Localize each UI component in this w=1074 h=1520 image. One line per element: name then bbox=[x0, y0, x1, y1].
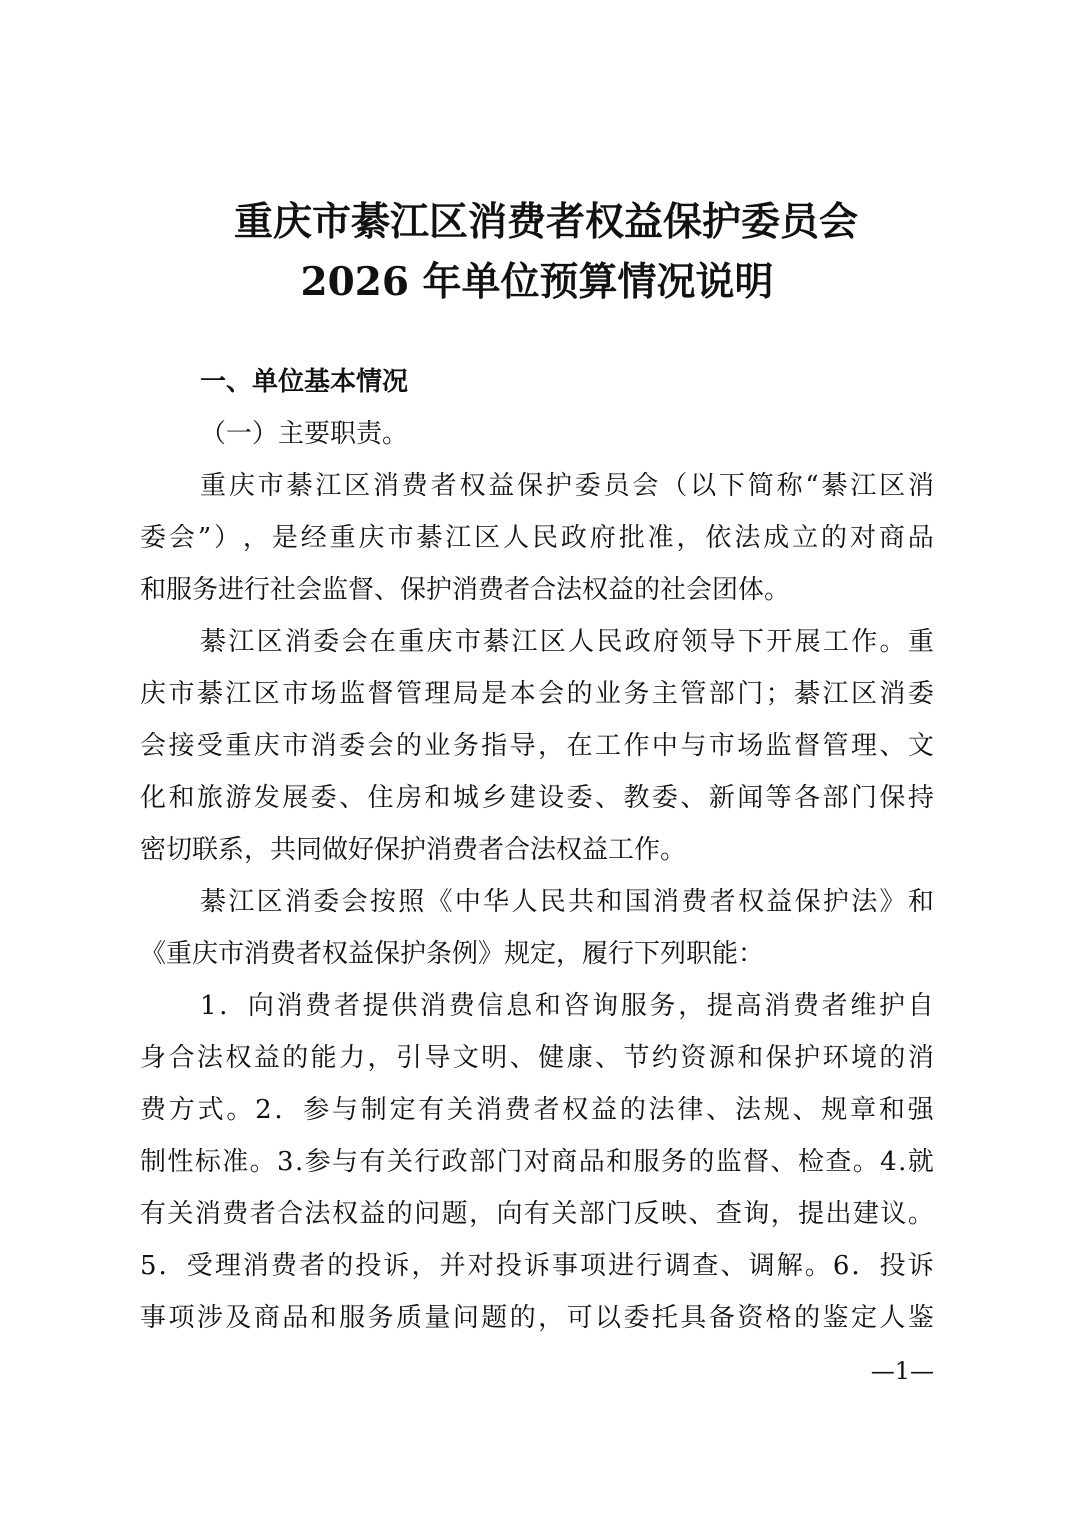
paragraph-line: 庆 市 綦 江 区 市 场 监 督 管 理 局 是 本 会 的 业 务 主 管 部 门 ； 綦 江 区 消 委 bbox=[140, 679, 934, 709]
paragraph-line: 费 方 式 。 2 ． 参 与 制 定 有 关 消 费 者 权 益 的 法 律 、 法 规 、 规 章 和 强 bbox=[140, 1095, 934, 1125]
paragraph-line: 5 ． 受 理 消 费 者 的 投 诉 ， 并 对 投 诉 事 项 进 行 调 查 、 调 解 。 6 ． 投 诉 bbox=[140, 1251, 934, 1281]
title-line-1: 重庆市綦江区消费者权益保护委员会 bbox=[233, 199, 858, 245]
paragraph-line: 綦 江 区 消 委 会 在 重 庆 市 綦 江 区 人 民 政 府 领 导 下 开 展 工 作 。 重 bbox=[200, 627, 934, 657]
section-heading: 一、单位基本情况 bbox=[200, 367, 409, 397]
title-line-2: 2026 年单位预算情况说明 bbox=[300, 259, 774, 305]
paragraph-line: 会 接 受 重 庆 市 消 委 会 的 业 务 指 导 ， 在 工 作 中 与 市 场 监 督 管 理 、 文 bbox=[140, 731, 934, 761]
paragraph-line: 有 关 消 费 者 合 法 权 益 的 问 题 ， 向 有 关 部 门 反 映 、 查 询 ， 提 出 建 议 。 bbox=[140, 1199, 934, 1229]
paragraph-line: 《重庆市消费者权益保护条例》规定，履行下列职能： bbox=[140, 939, 765, 969]
paragraph-line: 綦 江 区 消 委 会 按 照 《 中 华 人 民 共 和 国 消 费 者 权 益 保 护 法 》 和 bbox=[200, 887, 934, 917]
paragraph-line: 委 会 ” ） ， 是 经 重 庆 市 綦 江 区 人 民 政 府 批 准 ， 依 法 成 立 的 对 商 品 bbox=[140, 523, 934, 553]
paragraph-line: 重 庆 市 綦 江 区 消 费 者 权 益 保 护 委 员 会 （ 以 下 简 称 “ 綦 江 区 消 bbox=[200, 471, 934, 501]
paragraph-line: （一）主要职责。 bbox=[200, 419, 409, 449]
paragraph-line: 化 和 旅 游 发 展 委 、 住 房 和 城 乡 建 设 委 、 教 委 、 新 闻 等 各 部 门 保 持 bbox=[140, 783, 934, 813]
paragraph-line: 事 项 涉 及 商 品 和 服 务 质 量 问 题 的 ， 可 以 委 托 具 备 资 格 的 鉴 定 人 鉴 bbox=[140, 1303, 934, 1333]
paragraph-line: 1 ． 向 消 费 者 提 供 消 费 信 息 和 咨 询 服 务 ， 提 高 消 费 者 维 护 自 bbox=[200, 991, 934, 1021]
document-body bbox=[140, 356, 934, 1344]
paragraph-line: 密切联系，共同做好保护消费者合法权益工作。 bbox=[140, 835, 687, 865]
paragraph-line: 身 合 法 权 益 的 能 力 ， 引 导 文 明 、 健 康 、 节 约 资 源 和 保 护 环 境 的 消 bbox=[140, 1043, 934, 1073]
document-title bbox=[140, 192, 934, 312]
page-number: —1— bbox=[870, 1357, 934, 1385]
paragraph-line: 制 性 标 准 。 3 . 参 与 有 关 行 政 部 门 对 商 品 和 服 务 的 监 督 、 检 查 。 4 . 就 bbox=[140, 1147, 934, 1177]
paragraph-line: 和服务进行社会监督、保护消费者合法权益的社会团体。 bbox=[140, 575, 791, 605]
